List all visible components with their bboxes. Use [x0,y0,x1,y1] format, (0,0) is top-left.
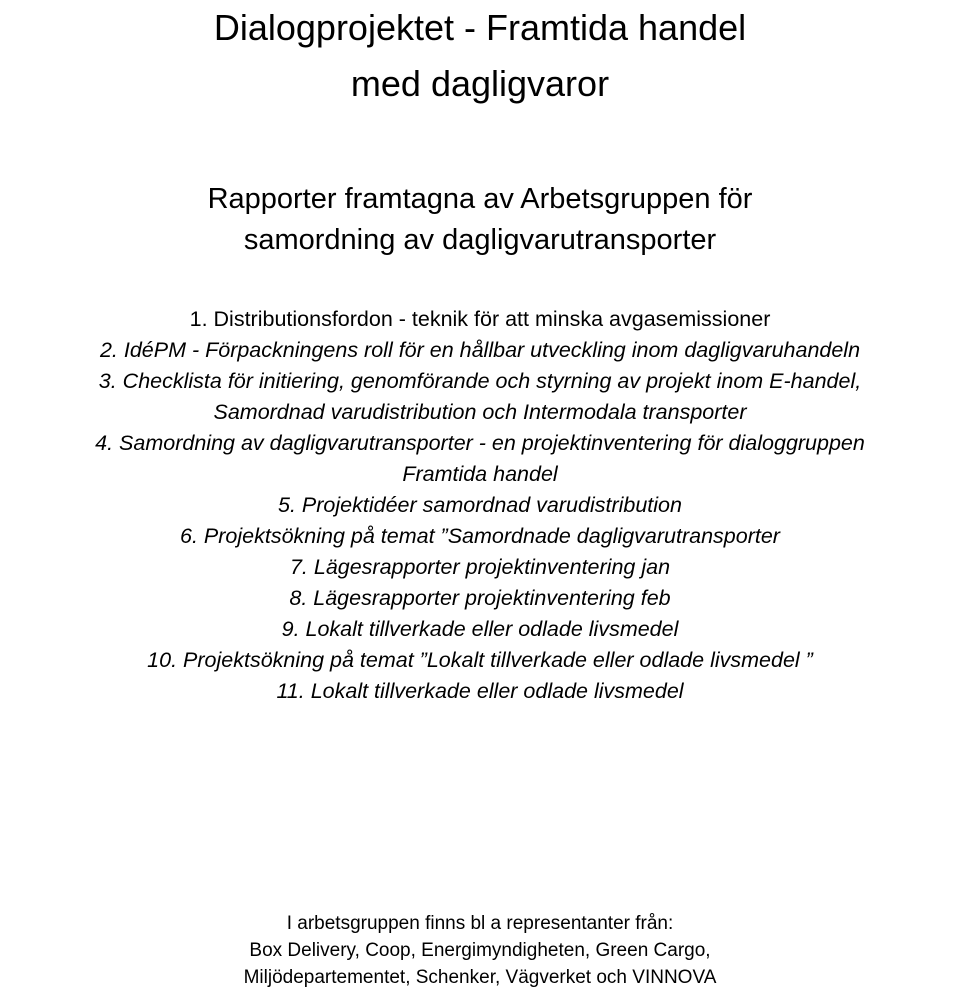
list-item [0,583,960,614]
report-6-text: 6. Projektsökning på temat ”Samordnade dagligvarutransporter [180,524,780,548]
list-item [0,428,960,490]
subtitle-line-1: Rapporter framtagna av Arbetsgruppen för [207,183,753,215]
document-subtitle [0,179,960,261]
report-8-text: 8. Lägesrapporter projektinventering feb [289,586,671,610]
list-item [0,521,960,552]
list-item [0,366,960,428]
footer-line-1: I arbetsgruppen finns bl a representanter från: [286,913,674,934]
list-item [0,335,960,366]
title-line-2: med dagligvaror [350,63,610,104]
subtitle-line-2: samordning av dagligvarutransporter [243,224,717,256]
report-1-text: 1. Distributionsfordon - teknik för att minska avgasemissioner [189,307,771,331]
report-3-text-continued: Samordnad varudistribution och Intermodala transporter [213,400,747,424]
report-3-text: 3. Checklista för initiering, genomförande och styrning av projekt inom E-handel, [98,369,862,393]
report-5-text: 5. Projektidéer samordnad varudistribution [278,493,682,517]
report-9-text: 9. Lokalt tillverkade eller odlade livsmedel [281,617,679,641]
list-item [0,304,960,335]
report-list [0,304,960,707]
report-2-text: 2. IdéPM - Förpackningens roll för en hållbar utveckling inom dagligvaruhandeln [99,338,861,362]
title-line-1: Dialogprojektet - Framtida handel [213,7,747,48]
list-item [0,676,960,707]
report-4-text-continued: Framtida handel [402,462,558,486]
report-11-text: 11. Lokalt tillverkade eller odlade livsmedel [276,679,684,703]
report-7-text: 7. Lägesrapporter projektinventering jan [289,555,671,579]
footer-line-3: Miljödepartementet, Schenker, Vägverket och VINNOVA [243,967,717,988]
report-4-text: 4. Samordning av dagligvarutransporter - en projektinventering för dialoggruppen [95,431,865,455]
list-item [0,552,960,583]
report-10-text: 10. Projektsökning på temat ”Lokalt tillverkade eller odlade livsmedel ” [147,648,813,672]
working-group-members [0,910,960,991]
footer-line-2: Box Delivery, Coop, Energimyndigheten, Green Cargo, [249,940,711,961]
document-title [0,0,960,112]
list-item [0,490,960,521]
list-item [0,645,960,676]
list-item [0,614,960,645]
